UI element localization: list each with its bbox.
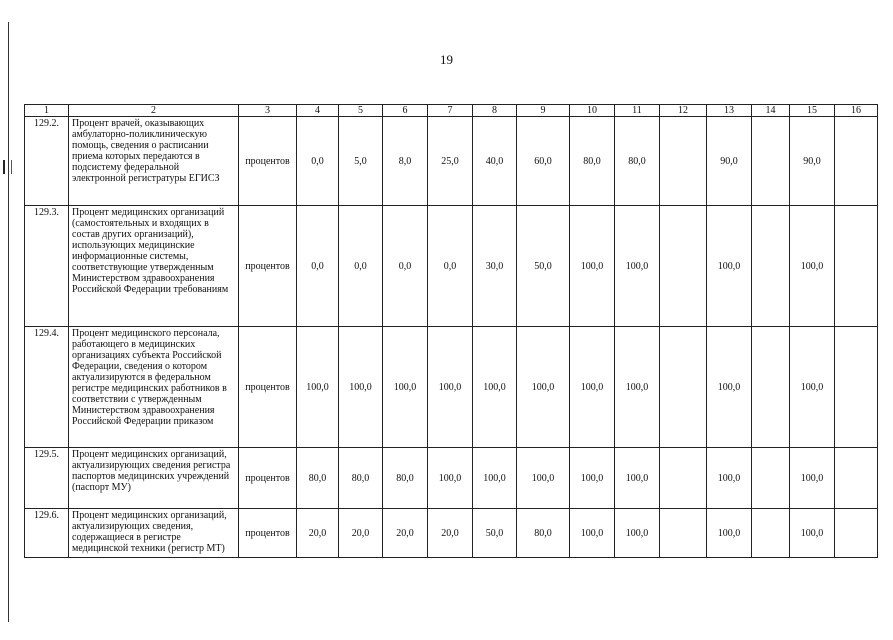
value-cell: 0,0 xyxy=(428,206,473,327)
value-cell: 100,0 xyxy=(790,206,835,327)
value-cell: 100,0 xyxy=(707,327,752,448)
value-cell: 0,0 xyxy=(297,117,339,206)
table-header-row xyxy=(25,105,878,117)
binding-marks xyxy=(3,160,12,174)
value-cell: 100,0 xyxy=(615,448,660,509)
value-cell: 0,0 xyxy=(383,206,428,327)
header-cell: 9 xyxy=(517,105,570,117)
value-cell: 100,0 xyxy=(383,327,428,448)
table-row xyxy=(25,117,878,206)
value-cell: 8,0 xyxy=(383,117,428,206)
header-cell: 11 xyxy=(615,105,660,117)
value-cell xyxy=(660,117,707,206)
indicator-description: Процент медицинских организаций, актуализирующих сведения, содержащиеся в регистре медицинской техники (регистр МТ) xyxy=(69,509,239,558)
value-cell xyxy=(752,206,790,327)
value-cell xyxy=(835,509,878,558)
header-cell: 4 xyxy=(297,105,339,117)
value-cell: 50,0 xyxy=(517,206,570,327)
row-number: 129.5. xyxy=(25,448,69,509)
value-cell: 90,0 xyxy=(707,117,752,206)
indicator-description: Процент медицинских организаций (самостоятельных и входящих в состав других организаций), использующих медицинские информационные системы, соответствующие утвержденным Министерством здравоохранения Российской Федерации требованиям xyxy=(69,206,239,327)
header-cell: 5 xyxy=(339,105,383,117)
value-cell xyxy=(835,117,878,206)
row-number: 129.4. xyxy=(25,327,69,448)
value-cell: 100,0 xyxy=(473,327,517,448)
left-margin-line xyxy=(8,22,9,622)
value-cell: 100,0 xyxy=(615,206,660,327)
value-cell: 0,0 xyxy=(339,206,383,327)
indicators-table xyxy=(24,104,878,558)
page-number: 19 xyxy=(440,52,453,67)
unit-cell: процентов xyxy=(239,117,297,206)
header-cell: 8 xyxy=(473,105,517,117)
table-row xyxy=(25,448,878,509)
value-cell: 5,0 xyxy=(339,117,383,206)
value-cell xyxy=(660,206,707,327)
value-cell: 20,0 xyxy=(383,509,428,558)
header-cell: 7 xyxy=(428,105,473,117)
unit-cell: процентов xyxy=(239,206,297,327)
value-cell: 80,0 xyxy=(297,448,339,509)
value-cell: 100,0 xyxy=(428,448,473,509)
row-number: 129.2. xyxy=(25,117,69,206)
value-cell xyxy=(660,448,707,509)
value-cell: 100,0 xyxy=(297,327,339,448)
header-cell: 3 xyxy=(239,105,297,117)
value-cell xyxy=(835,327,878,448)
value-cell: 100,0 xyxy=(707,206,752,327)
value-cell: 80,0 xyxy=(517,509,570,558)
indicator-description: Процент врачей, оказывающих амбулаторно-поликлиническую помощь, сведения о расписании приема которых передаются в подсистему федеральной электронной регистратуры ЕГИСЗ xyxy=(69,117,239,206)
unit-cell: процентов xyxy=(239,448,297,509)
value-cell: 100,0 xyxy=(339,327,383,448)
value-cell xyxy=(752,448,790,509)
value-cell xyxy=(660,327,707,448)
value-cell: 50,0 xyxy=(473,509,517,558)
value-cell: 20,0 xyxy=(339,509,383,558)
value-cell xyxy=(660,509,707,558)
unit-cell: процентов xyxy=(239,509,297,558)
value-cell: 80,0 xyxy=(615,117,660,206)
value-cell: 100,0 xyxy=(473,448,517,509)
value-cell: 100,0 xyxy=(517,327,570,448)
value-cell: 100,0 xyxy=(570,327,615,448)
value-cell: 100,0 xyxy=(790,327,835,448)
indicator-description: Процент медицинского персонала, работающего в медицинских организациях субъекта Российской Федерации, сведения о котором актуализируются в федеральном регистре медицинских работников в соответствии с утвержденным Министерством здравоохранения Российской Федерации приказом xyxy=(69,327,239,448)
row-number: 129.6. xyxy=(25,509,69,558)
value-cell: 100,0 xyxy=(707,448,752,509)
header-cell: 13 xyxy=(707,105,752,117)
header-cell: 16 xyxy=(835,105,878,117)
value-cell: 100,0 xyxy=(790,509,835,558)
header-cell: 1 xyxy=(25,105,69,117)
value-cell: 100,0 xyxy=(570,509,615,558)
value-cell: 40,0 xyxy=(473,117,517,206)
value-cell xyxy=(752,327,790,448)
value-cell: 100,0 xyxy=(517,448,570,509)
value-cell: 80,0 xyxy=(339,448,383,509)
value-cell: 100,0 xyxy=(428,327,473,448)
value-cell xyxy=(752,117,790,206)
value-cell: 100,0 xyxy=(790,448,835,509)
value-cell: 100,0 xyxy=(707,509,752,558)
value-cell: 90,0 xyxy=(790,117,835,206)
value-cell: 60,0 xyxy=(517,117,570,206)
table-row xyxy=(25,509,878,558)
value-cell: 100,0 xyxy=(570,206,615,327)
header-cell: 14 xyxy=(752,105,790,117)
value-cell: 30,0 xyxy=(473,206,517,327)
row-number: 129.3. xyxy=(25,206,69,327)
value-cell: 100,0 xyxy=(615,509,660,558)
header-cell: 6 xyxy=(383,105,428,117)
header-cell: 2 xyxy=(69,105,239,117)
value-cell: 0,0 xyxy=(297,206,339,327)
value-cell: 100,0 xyxy=(570,448,615,509)
value-cell: 100,0 xyxy=(615,327,660,448)
header-cell: 15 xyxy=(790,105,835,117)
unit-cell: процентов xyxy=(239,327,297,448)
table-row xyxy=(25,206,878,327)
value-cell xyxy=(752,509,790,558)
value-cell: 25,0 xyxy=(428,117,473,206)
value-cell: 20,0 xyxy=(297,509,339,558)
value-cell: 20,0 xyxy=(428,509,473,558)
header-cell: 12 xyxy=(660,105,707,117)
value-cell xyxy=(835,448,878,509)
header-cell: 10 xyxy=(570,105,615,117)
value-cell xyxy=(835,206,878,327)
value-cell: 80,0 xyxy=(383,448,428,509)
value-cell: 80,0 xyxy=(570,117,615,206)
indicator-description: Процент медицинских организаций, актуализирующих сведения регистра паспортов медицинских учреждений (паспорт МУ) xyxy=(69,448,239,509)
table-row xyxy=(25,327,878,448)
